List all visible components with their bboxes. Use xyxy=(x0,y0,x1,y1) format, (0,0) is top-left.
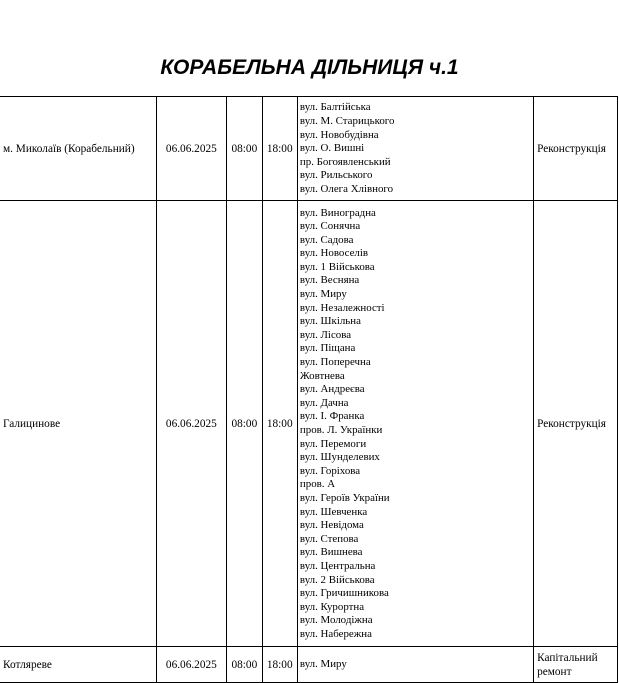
street-item: вул. Дачна xyxy=(299,396,349,409)
street-item: вул. Героїв України xyxy=(299,491,390,504)
street-item: вул. Набережна xyxy=(299,627,372,640)
street-item: вул. 2 Військова xyxy=(299,573,375,586)
outage-schedule-table xyxy=(0,96,618,683)
street-list xyxy=(300,203,533,645)
street-item: вул. Миру xyxy=(299,657,347,670)
location-cell: м. Миколаїв (Корабельний) xyxy=(0,97,156,201)
street-item: вул. Олега Хлівного xyxy=(299,182,394,195)
street-item: вул. Центральна xyxy=(299,559,376,572)
page-title: КОРАБЕЛЬНА ДІЛЬНИЦЯ ч.1 xyxy=(160,56,459,79)
street-item: вул. Незалежності xyxy=(299,301,385,314)
street-item: вул. Поперечна xyxy=(299,356,371,369)
street-item: вул. Гричишникова xyxy=(299,587,389,600)
start-time-cell: 08:00 xyxy=(227,647,262,683)
start-time-cell: 08:00 xyxy=(227,97,262,201)
street-item: вул. Сонячна xyxy=(299,220,361,233)
work-type-label: Реконструкція xyxy=(537,142,606,155)
end-time-cell: 18:00 xyxy=(262,97,297,201)
street-item: вул. Весняна xyxy=(299,274,360,287)
street-item: вул. Курортна xyxy=(299,600,365,613)
street-item: вул. Новобудівна xyxy=(299,128,379,141)
street-item: пров. А xyxy=(299,478,336,491)
date-cell: 06.06.2025 xyxy=(156,97,227,201)
street-item: вул. 1 Військова xyxy=(299,260,375,273)
schedule-body xyxy=(0,97,618,683)
end-time-cell: 18:00 xyxy=(262,201,297,647)
street-item: вул. Миру xyxy=(299,288,347,301)
street-item: вул. Невідома xyxy=(299,519,364,532)
street-list xyxy=(300,97,533,199)
work-type-label: Капітальний ремонт xyxy=(537,651,598,678)
table-row xyxy=(0,647,618,683)
street-item: вул. Виноградна xyxy=(299,206,376,219)
street-item: вул. Лісова xyxy=(299,328,352,341)
street-item: вул. Перемоги xyxy=(299,437,367,450)
street-item: вул. Горіхова xyxy=(299,464,361,477)
street-item: вул. Новоселів xyxy=(299,247,369,260)
street-item: вул. Андреєва xyxy=(299,383,365,396)
street-item: пр. Богоявленський xyxy=(299,155,391,168)
table-row xyxy=(0,201,618,647)
date-cell: 06.06.2025 xyxy=(156,201,227,647)
start-time-cell: 08:00 xyxy=(227,201,262,647)
table-row xyxy=(0,97,618,201)
work-type-cell xyxy=(534,201,618,647)
location-cell: Котляреве xyxy=(0,647,156,683)
location-cell: Галицинове xyxy=(0,201,156,647)
street-item: вул. Степова xyxy=(299,532,359,545)
street-item: вул. Рильського xyxy=(299,169,373,182)
street-item: вул. Шевченка xyxy=(299,505,368,518)
streets-cell xyxy=(297,647,533,683)
street-item: вул. Шунделевих xyxy=(299,451,380,464)
street-item: вул. Молодіжна xyxy=(299,614,373,627)
street-item: вул. Садова xyxy=(299,233,354,246)
date-cell: 06.06.2025 xyxy=(156,647,227,683)
street-item: вул. О. Вишні xyxy=(299,142,365,155)
street-item: вул. Піщана xyxy=(299,342,356,355)
street-list xyxy=(300,658,533,672)
work-type-cell xyxy=(534,647,618,683)
street-item: пров. Л. Українки xyxy=(299,424,383,436)
end-time-cell: 18:00 xyxy=(262,647,297,683)
streets-cell xyxy=(297,201,533,647)
street-item: вул. І. Франка xyxy=(299,410,365,423)
streets-cell xyxy=(297,97,533,201)
street-item: вул. Вишнева xyxy=(299,546,363,559)
work-type-cell xyxy=(534,97,618,201)
street-item: Жовтнева xyxy=(299,369,345,382)
work-type-label: Реконструкція xyxy=(537,417,606,430)
street-item: вул. Шкільна xyxy=(299,315,361,328)
street-item: вул. М. Старицького xyxy=(299,115,395,128)
street-item: вул. Балтійська xyxy=(299,101,371,114)
